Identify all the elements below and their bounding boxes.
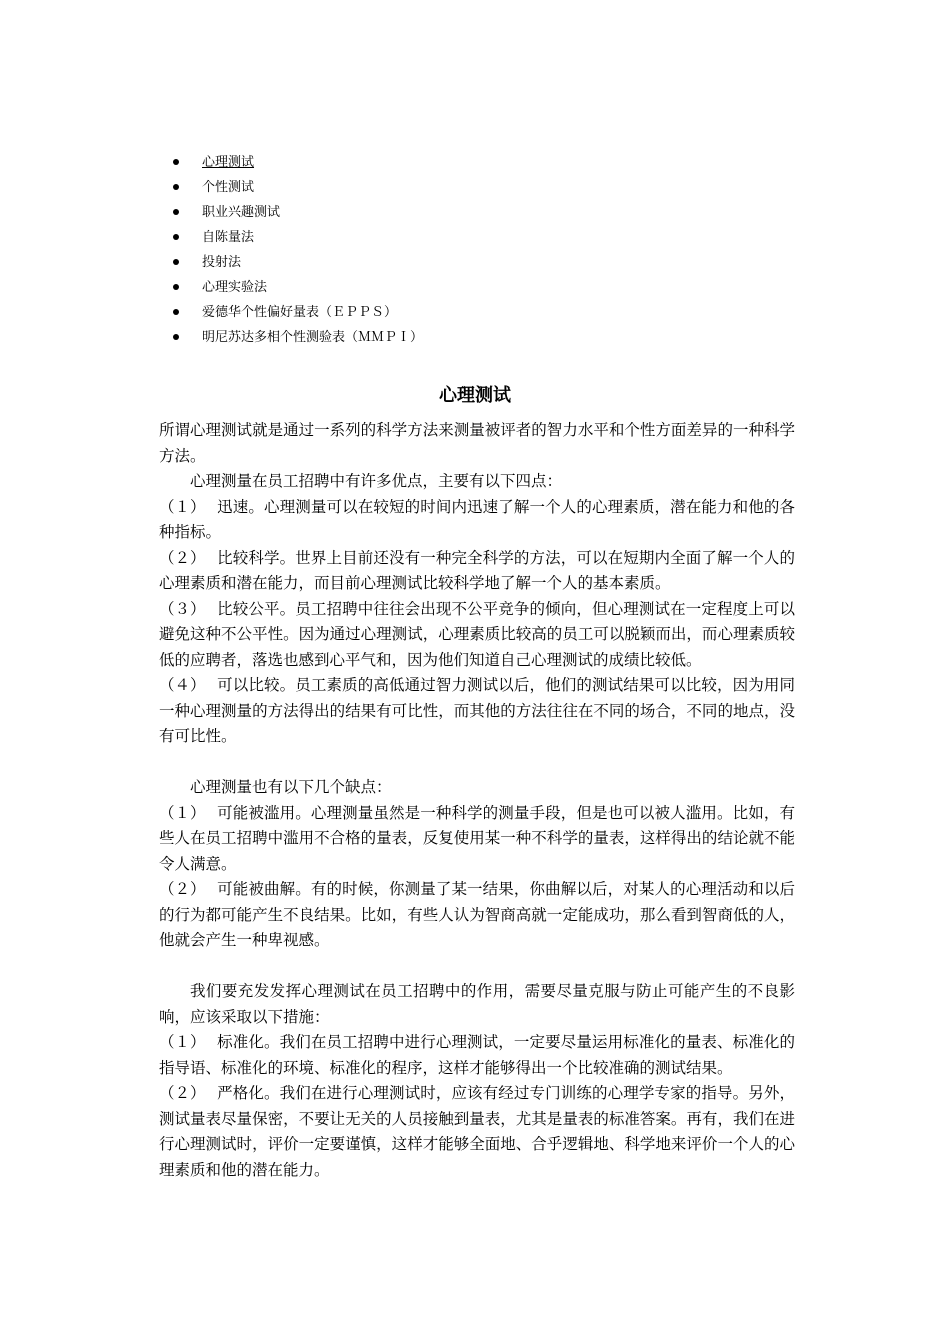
item-text: 可能被滥用。心理测量虽然是一种科学的测量手段，但是也可以被人滥用。比如，有些人在员工招聘中滥用不合格的量表，反复使用某一种不科学的量表，这样得出的结论就不能令人满意。 [159, 803, 795, 873]
item-text: 比较公平。员工招聘中往往会出现不公平竞争的倾向，但心理测试在一定程度上可以避免这种不公平性。因为通过心理测试，心理素质比较高的员工可以脱颖而出，而心理素质较低的应聘者，落选也感到心平气和，因为他们知道自己心理测试的成绩比较低。 [159, 599, 795, 669]
advantage-item [159, 597, 795, 674]
toc-link-psych-test[interactable]: 心理测试 [202, 155, 255, 170]
item-text: 标准化。我们在员工招聘中进行心理测试，一定要尽量运用标准化的量表、标准化的指导语、标准化的环境、标准化的程序，这样才能够得出一个比较准确的测试结果。 [159, 1033, 795, 1077]
item-number: （１） [159, 1033, 206, 1051]
toc-item[interactable] [160, 300, 423, 325]
intro-paragraph: 所谓心理测试就是通过一系列的科学方法来测量被评者的智力水平和个性方面差异的一种科学方法。 [159, 421, 795, 465]
table-of-contents [160, 150, 423, 350]
paragraph-spacer [159, 750, 795, 776]
toc-link[interactable]: 职业兴趣测试 [202, 205, 281, 220]
toc-item[interactable] [160, 175, 423, 200]
item-text: 可以比较。员工素质的高低通过智力测试以后，他们的测试结果可以比较，因为用同一种心理测量的方法得出的结果有可比性，而其他的方法往往在不同的场合，不同的地点，没有可比性。 [159, 676, 795, 745]
toc-link[interactable]: 个性测试 [202, 180, 255, 195]
toc-item[interactable] [160, 150, 423, 175]
item-number: （１） [159, 803, 206, 822]
toc-link[interactable]: 明尼苏达多相个性测验表（ＭＭＰＩ） [202, 330, 424, 345]
bullet-icon [173, 184, 179, 190]
item-number: （１） [159, 497, 206, 516]
item-text: 可能被曲解。有的时候，你测量了某一结果，你曲解以后，对某人的心理活动和以后的行为都可能产生不良结果。比如，有些人认为智商高就一定能成功，那么看到智商低的人，他就会产生一种卑视感。 [159, 880, 795, 949]
disadvantage-item [159, 877, 795, 954]
toc-item[interactable] [160, 200, 423, 225]
bullet-icon [173, 259, 179, 265]
bullet-icon [173, 234, 179, 240]
disadvantages-lead: 心理测量也有以下几个缺点： [190, 778, 392, 796]
bullet-icon [173, 159, 179, 165]
toc-item[interactable] [160, 275, 423, 300]
item-number: （２） [159, 880, 206, 898]
section-title: 心理测试 [439, 385, 511, 407]
measure-item [159, 1081, 795, 1183]
item-text: 迅速。心理测量可以在较短的时间内迅速了解一个人的心理素质，潜在能力和他的各种指标。 [159, 497, 795, 541]
toc-item[interactable] [160, 325, 423, 350]
advantages-lead: 心理测量在员工招聘中有许多优点，主要有以下四点： [190, 472, 563, 490]
item-text: 严格化。我们在进行心理测试时，应该有经过专门训练的心理学专家的指导。另外，测试量表尽量保密，不要让无关的人员接触到量表，尤其是量表的标准答案。再有，我们在进行心理测试时，评价一定要谨慎，这样才能够全面地、合乎逻辑地、科学地来评价一个人的心理素质和他的潜在能力。 [159, 1084, 795, 1179]
item-text: 比较科学。世界上目前还没有一种完全科学的方法，可以在短期内全面了解一个人的心理素质和潜在能力，而目前心理测试比较科学地了解一个人的基本素质。 [159, 548, 795, 592]
bullet-icon [173, 334, 179, 340]
measures-lead: 我们要充发发挥心理测试在员工招聘中的作用，需要尽量克服与防止可能产生的不良影响，应该采取以下措施： [159, 982, 795, 1026]
bullet-icon [173, 284, 179, 290]
advantage-item [159, 546, 795, 597]
item-number: （２） [159, 1084, 206, 1102]
toc-link[interactable]: 投射法 [202, 255, 242, 270]
bullet-icon [173, 209, 179, 215]
toc-item[interactable] [160, 225, 423, 250]
paragraph-spacer [159, 954, 795, 980]
toc-item[interactable] [160, 250, 423, 275]
advantage-item [159, 495, 795, 546]
item-number: （４） [159, 676, 206, 694]
disadvantage-item [159, 801, 795, 878]
bullet-icon [173, 309, 179, 315]
toc-link[interactable]: 爱德华个性偏好量表（ＥＰＰＳ） [202, 305, 398, 320]
item-number: （３） [159, 599, 206, 618]
item-number: （２） [159, 548, 206, 567]
toc-link[interactable]: 自陈量法 [202, 230, 255, 245]
advantage-item [159, 673, 795, 750]
article-body [159, 418, 795, 1183]
measure-item [159, 1030, 795, 1081]
toc-link[interactable]: 心理实验法 [202, 280, 268, 295]
